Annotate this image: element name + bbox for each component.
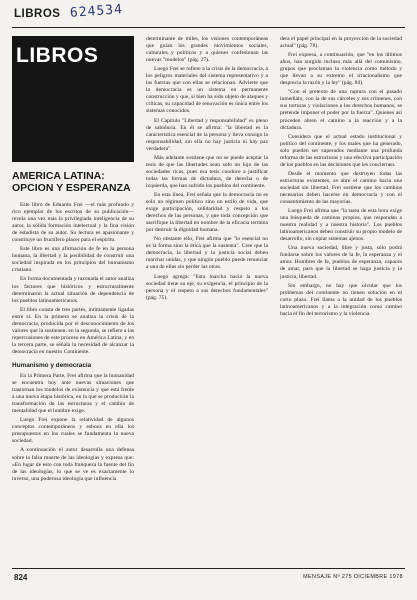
paragraph: No obstante ello, Frei afirma que "lo esencial no es la forma sino la ética que la sustenta". Cree que la democracia, la libertad y la justicia social deben marchar unidas, y que ningún pueblo puede renunciar a una de ellas sin perder las otras. xyxy=(146,236,268,271)
footer-rule xyxy=(12,568,405,569)
page-number: 824 xyxy=(14,573,28,582)
article-title: AMERICA LATINA: OPCION Y ESPERANZA xyxy=(12,170,131,194)
header-rule xyxy=(12,27,405,28)
paragraph: Este libro es una afirmación de fe en la persona humana, la libertad y la posibilidad de construir una sociedad inspirada en los principios del humanismo cristiano. xyxy=(12,246,134,274)
paragraph: El Capítulo "Libertad y responsabilidad" es pleno de sabiduría. En él se afirma: "la libertad es la característica esencial de la persona y lleva consigo la responsabilidad; sin ella no hay justicia ni hay paz verdadera". xyxy=(146,117,268,152)
paragraph: En forma documentada y razonada el autor analiza los factores que históricos y estructuralmente determinaron la actual situación de dependencia de los pueblos latinoamericanos. xyxy=(12,276,134,304)
libros-banner xyxy=(12,36,134,162)
section-label: LIBROS xyxy=(14,8,61,20)
paragraph: "Con el pretexto de una ruptura con el pasado inmediato, con la de sus cárceles y sus crímenes, con sus torturas y violaciones a los derechos humanos, se pretende imponer el poder por la fuerza". Quienes así proceden abren el camino a la reacción y a la dictadura. xyxy=(280,89,402,131)
paragraph: Sin embargo, no hay que olvidar que los problemas del continente no tienen solución en el corto plazo. Frei llama a la unidad de los pueblos latinoamericanos y a la integración como camino hacia el fin del terrorismo y la violencia. xyxy=(280,282,402,317)
paragraph: dera el papel principal en la proyección de la sociedad actual" (pág. 78). xyxy=(280,36,402,50)
column-3 xyxy=(280,36,402,564)
paragraph: Más adelante sostiene que no se puede aceptar la tesis de que las libertades sean solo un lujo de las sociedades ricas, pues esa tesis conduce a justificar todas las formas de dictadura, de derecha o de izquierda, que han sufrido los pueblos del continente. xyxy=(146,154,268,189)
publication-info: MENSAJE Nº 275 DICIEMBRE 1978 xyxy=(303,574,403,580)
libros-banner-label: LIBROS xyxy=(16,44,99,67)
paragraph: A continuación el autor desarrolla una defensa sobre la falsa muerte de las ideologías y expresa que: «En lugar de esto con toda franqueza la fuente del fin de las ideologías, lo que se ve es exactamente lo inverso, una poderosa ideología que influencia xyxy=(12,447,134,482)
page-header xyxy=(12,2,405,27)
column-1 xyxy=(12,36,134,564)
handwritten-annotation: 624534 xyxy=(69,2,124,21)
paragraph: Luego Frei expone la relatividad de algunos conceptos contemporáneos y esboza en ella los presupuestos en los cuales se fundamenta la nueva sociedad. xyxy=(12,417,134,445)
paragraph: Desde el momento que destruyen todas las estructuras existentes, se abre el camino hacia una sociedad sin libertad. Frei sostiene que los cambios necesarios deben hacerse en democracia y con el consentimiento de las mayorías. xyxy=(280,170,402,206)
subheading: Humanismo y democracia xyxy=(12,361,92,369)
paragraph: Considera que el actual estado institucional y político del continente, y los males que ha generado, solo pueden ser superados mediante una profunda reforma de las estructuras y una efectiva participación de los pueblos en las decisiones que les conciernen. xyxy=(280,133,402,168)
paragraph: Una nueva sociedad, libre y justa, sólo podrá fundarse sobre los valores de la fe, la esperanza y el amor. Hombres de fe, pueblos de esperanza, capaces de amar, para que la libertad se haga justicia y la justicia, libertad. xyxy=(280,245,402,280)
paragraph: El libro consta de tres partes, íntimamente ligadas entre sí. En la primera se analiza la crisis de la democracia, producida por el desconocimiento de los valores que la sostienen; en la segunda, se refiere a las repercusiones de este proceso en América Latina, y en la tercera parte, se señala la necesidad de alcanzar la democracia en nuestro Continente. xyxy=(12,306,134,355)
paragraph: Luego agrega: "Esta marcha hacia la nueva sociedad tiene su eje, su exigencia, el principio de la persona y el respeto a sus derechos fundamentales" (pág. 75). xyxy=(146,273,268,301)
paragraph: En esta línea, Frei señala que la democracia no es solo un régimen político sino un estilo de vida, que exige participación, solidaridad y respeto a los derechos de las personas, y que toda concepción que sacrifique la libertad en nombre de la eficacia termina por destruir la dignidad humana. xyxy=(146,191,268,234)
column-2 xyxy=(146,36,268,564)
paragraph: En la Primera Parte, Frei afirma que la humanidad se encuentra hoy ante nuevas situaciones que trastornan los modelos de existencia y que está frente a una nueva etapa histórica, en la que se producirán la transformación de las estructuras y el cambio de mentalidad que el hombre exige. xyxy=(12,372,134,415)
paragraph: Luego Frei se refiere a la crisis de la democracia, a los peligros materiales del sistema representativo y a las fuerzas que con ellas se relacionan. Advierte que la democracia es un sistema en permanente construcción y que, si bien ha sido objeto de ataques y críticas, su capacidad de renovación es única entre los sistemas conocidos. xyxy=(146,66,268,115)
paragraph: determinante de miles, los visiones contemporáneas que guían los grandes movimientos sociales, culturales y políticos y a quienes confesionan las nuevas "modelos" (pág. 27). xyxy=(146,36,268,64)
page-footer xyxy=(12,571,405,585)
paragraph: Luego Frei afirma que "la tarea de esta hora exige una búsqueda de caminos propios, que respondan a nuestra realidad y a nuestra historia". Los pueblos latinoamericanos deben construir su propio modelo de desarrollo, sin copiar sistemas ajenos. xyxy=(280,208,402,243)
paragraph: Este libro de Eduardo Frei —el más profundo y rico ejemplar de los escritos de su publicación— revela una vez más la privilegiada inteligencia de su autor, la sólida formación intelectual y la fina visión de estadista de su autor. Su lectura es apasionante y constituye un fructífero placer para el espíritu. xyxy=(12,202,134,244)
paragraph: Frei expresa, a continuación, que "en los últimos años, han surgido incluso más allá del comunismo, grupos que proclaman la violencia como método y que llevan a su extremo el irracionalismo que desprecia la razón y la ley" (pág. 84). xyxy=(280,52,402,87)
